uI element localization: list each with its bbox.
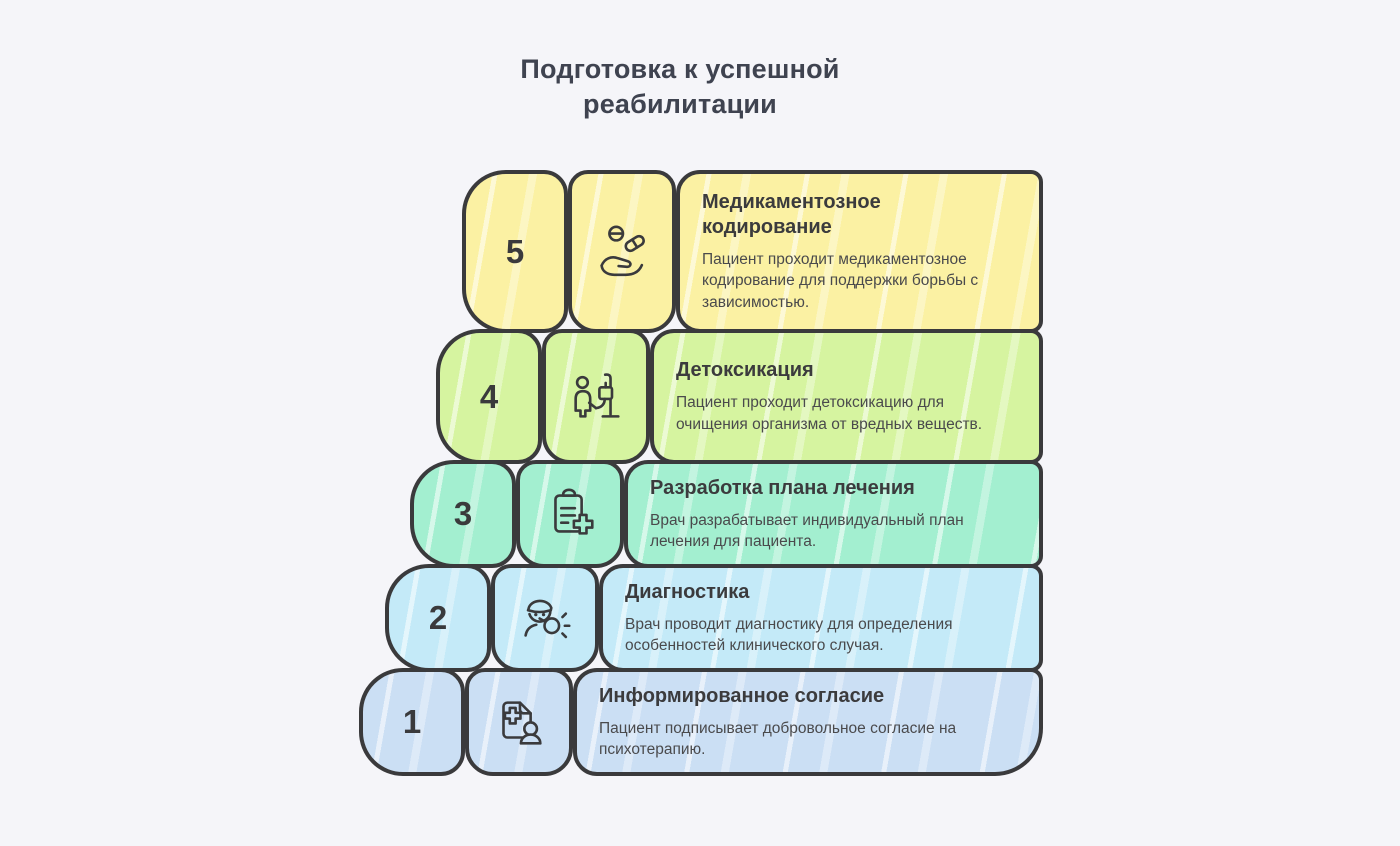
step-description: Пациент проходит медикаментозное кодирование для поддержки борьбы с зависимостью. (702, 251, 979, 311)
consent-document-icon (488, 691, 550, 753)
step-row-2 (385, 564, 1043, 672)
step-content (599, 564, 1043, 672)
step-title: Детоксикация (676, 359, 814, 382)
step-icon-tab (491, 564, 599, 672)
step-number-badge: 3 (410, 460, 516, 568)
step-title: Разработка плана лечения (650, 476, 915, 499)
step-icon-tab (465, 668, 573, 776)
treatment-plan-clipboard-icon (539, 483, 601, 545)
step-number-badge: 2 (385, 564, 491, 672)
step-number-badge: 1 (359, 668, 465, 776)
iv-drip-icon (565, 366, 627, 428)
step-icon-tab (542, 329, 650, 464)
step-title: Медикаментозное кодирование (702, 191, 881, 239)
step-title: Диагностика (625, 580, 750, 603)
step-description: Врач проводит диагностику для определения особенностей клинического случая. (625, 615, 953, 654)
step-content (624, 460, 1043, 568)
step-content (676, 170, 1043, 333)
page-title: Подготовка к успешной реабилитации (520, 54, 840, 120)
step-icon-tab (516, 460, 624, 568)
step-row-3 (410, 460, 1043, 568)
step-description: Пациент проходит детоксикацию для очищения организма от вредных веществ. (676, 394, 983, 433)
doctor-diagnostics-icon (514, 587, 576, 649)
step-row-5 (462, 170, 1043, 333)
step-number-badge: 5 (462, 170, 568, 333)
step-content (573, 668, 1043, 776)
step-row-1 (359, 668, 1043, 776)
step-description: Врач разрабатывает индивидуальный план лечения для пациента. (650, 511, 964, 550)
step-title: Информированное согласие (599, 684, 885, 707)
step-description: Пациент подписывает добровольное согласие на психотерапию. (599, 719, 957, 758)
pills-in-hand-icon (591, 221, 653, 283)
step-content (650, 329, 1043, 464)
step-icon-tab (568, 170, 676, 333)
step-number-badge: 4 (436, 329, 542, 464)
step-row-4 (436, 329, 1043, 464)
